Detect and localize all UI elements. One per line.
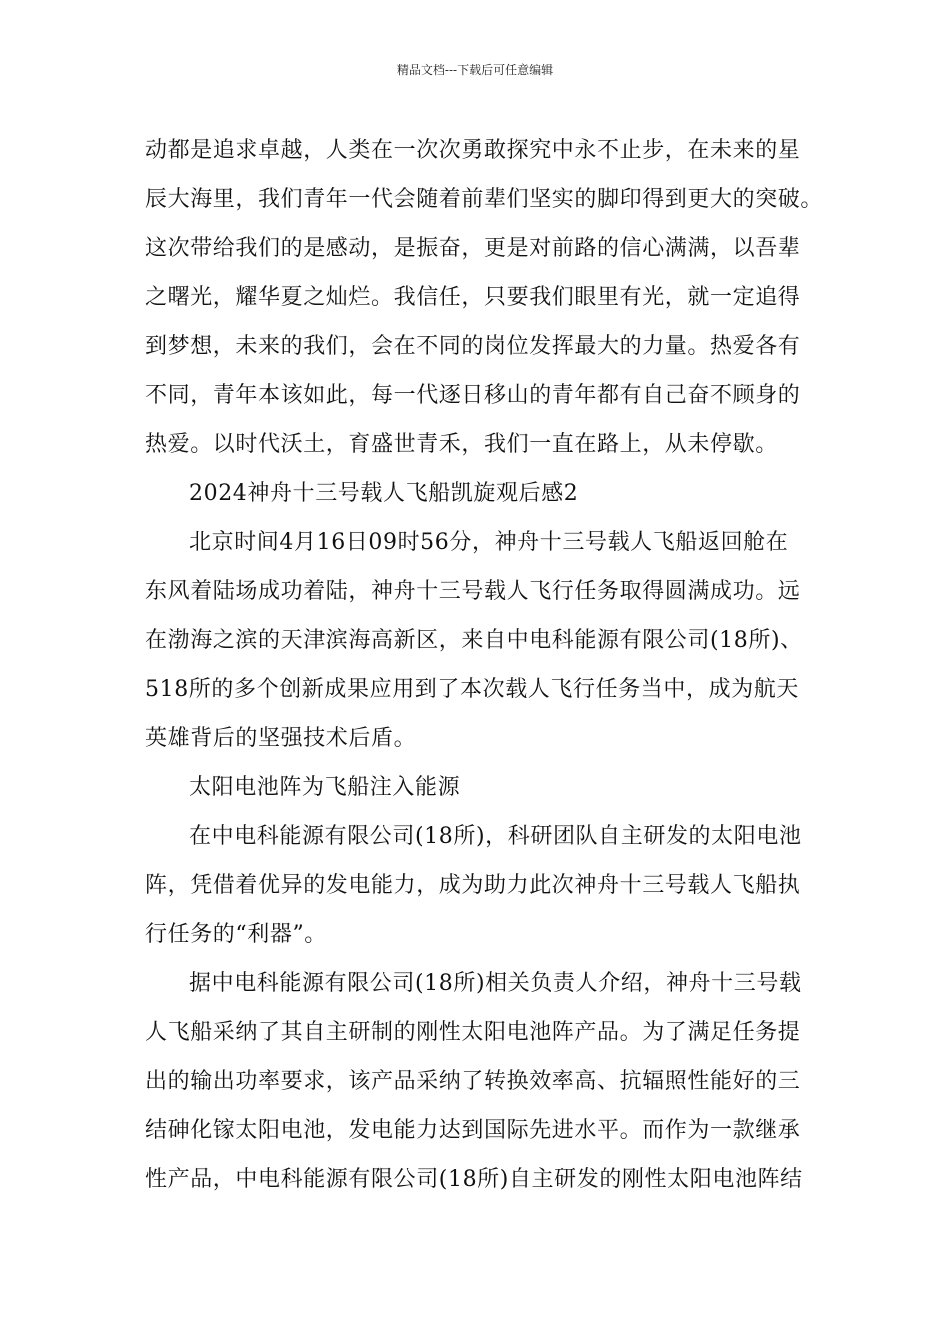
- document-body: [145, 126, 824, 1204]
- text-line: 太阳电池阵为飞船注入能源: [189, 775, 461, 800]
- text-line: 英雄背后的坚强技术后盾。: [145, 726, 417, 751]
- text-line: 性产品，中电科能源有限公司(18所)自主研发的刚性太阳电池阵结: [145, 1167, 803, 1192]
- paragraph: [145, 812, 810, 959]
- text-line: 518所的多个创新成果应用到了本次载人飞行任务当中，成为航天: [145, 677, 799, 702]
- text-line: 热爱。以时代沃土，育盛世青禾，我们一直在路上，从未停歇。: [145, 432, 778, 457]
- text-line: 辰大海里，我们青年一代会随着前辈们坚实的脚印得到更大的突破。: [145, 187, 824, 212]
- text-line: 北京时间4月16日09时56分，神舟十三号载人飞船返回舱在: [189, 530, 789, 555]
- text-line: 东风着陆场成功着陆，神舟十三号载人飞行任务取得圆满成功。远: [145, 579, 801, 604]
- text-line: 据中电科能源有限公司(18所)相关负责人介绍，神舟十三号载: [189, 971, 802, 996]
- text-line: 出的输出功率要求，该产品采纳了转换效率高、抗辐照性能好的三: [145, 1069, 801, 1094]
- page-header: 精品文档---下载后可任意编辑: [396, 63, 554, 77]
- text-line: 2024神舟十三号载人飞船凯旋观后感2: [189, 481, 579, 506]
- text-line: 结砷化镓太阳电池，发电能力达到国际先进水平。而作为一款继承: [145, 1118, 801, 1143]
- text-line: 在渤海之滨的天津滨海高新区，来自中电科能源有限公司(18所)、: [145, 628, 803, 653]
- text-line: 在中电科能源有限公司(18所)，科研团队自主研发的太阳电池: [189, 824, 802, 849]
- text-line: 人飞船采纳了其自主研制的刚性太阳电池阵产品。为了满足任务提: [145, 1020, 801, 1045]
- text-line: 阵，凭借着优异的发电能力，成为助力此次神舟十三号载人飞船执: [145, 873, 801, 898]
- text-line: 到梦想，未来的我们，会在不同的岗位发挥最大的力量。热爱各有: [145, 334, 801, 359]
- paragraph: [145, 518, 810, 763]
- paragraph: [145, 959, 810, 1204]
- paragraph-continuation: [145, 126, 824, 469]
- text-line: 动都是追求卓越，人类在一次次勇敢探究中永不止步，在未来的星: [145, 138, 801, 163]
- section-title: [145, 469, 810, 518]
- text-line: 行任务的“利器”。: [145, 922, 327, 947]
- text-line: 这次带给我们的是感动，是振奋，更是对前路的信心满满，以吾辈: [145, 236, 801, 261]
- subheading: [145, 763, 810, 812]
- text-line: 不同，青年本该如此，每一代逐日移山的青年都有自己奋不顾身的: [145, 383, 801, 408]
- text-line: 之曙光，耀华夏之灿烂。我信任，只要我们眼里有光，就一定追得: [145, 285, 801, 310]
